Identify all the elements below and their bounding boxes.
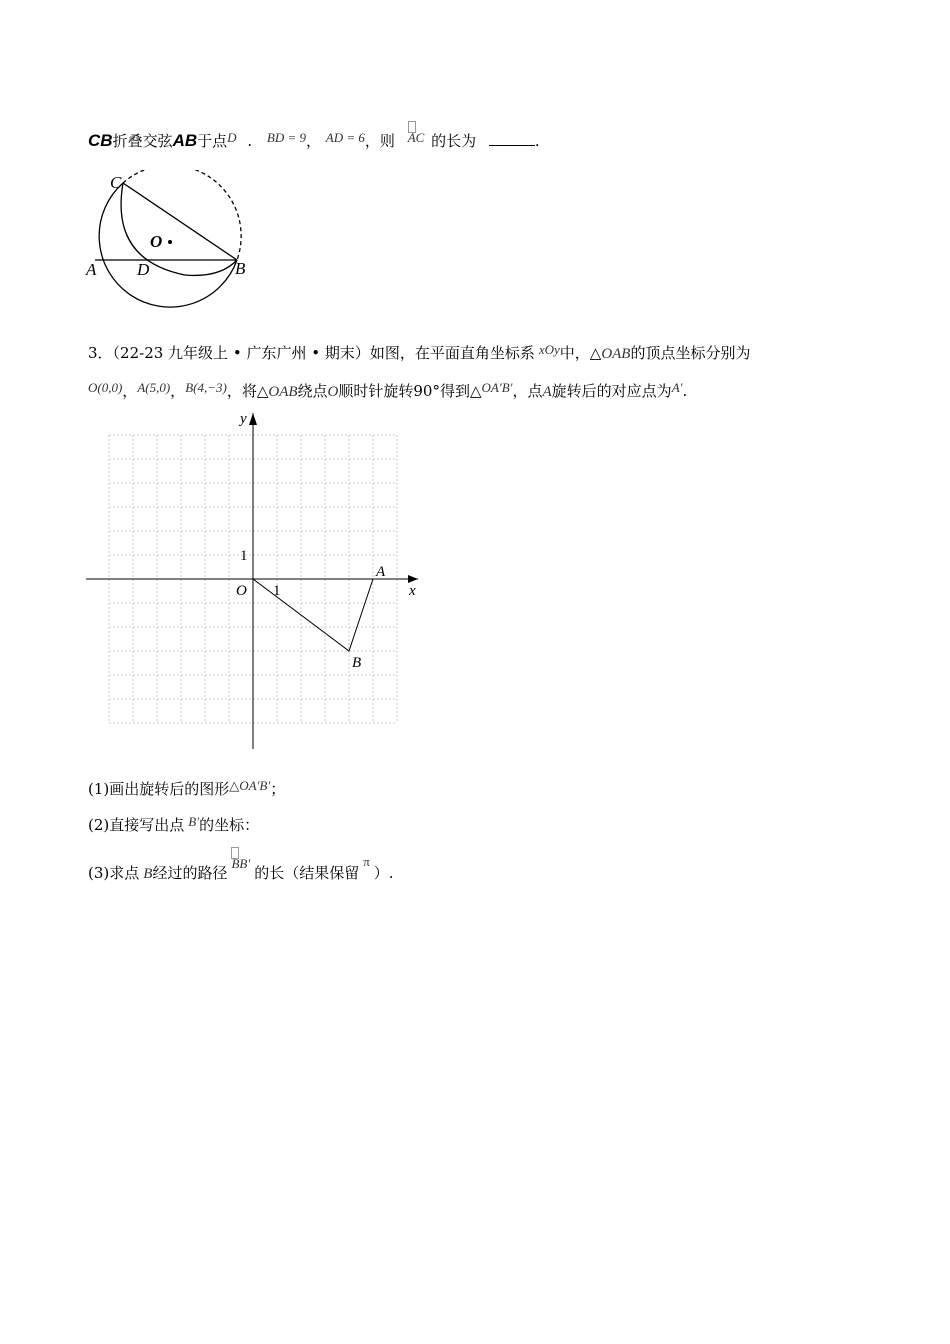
problem-number: 3． [88,344,113,362]
text: ， [122,382,138,400]
text: ，将△ [226,382,269,400]
text: 经过的路径 [152,864,228,882]
label-d: D [137,260,150,279]
segment-cb: CB [88,131,113,150]
x-axis-arrow [408,575,418,583]
question-number: (2) [88,816,110,834]
text: ，则 [364,132,395,150]
text: . [534,132,540,150]
text: 旋转后的对应点为 [551,382,672,400]
center-dot [168,240,172,244]
text: 于点 [197,132,228,150]
point-d: D [227,130,237,145]
triangle-oab-shape [253,579,373,651]
point-b: B [143,866,153,882]
label-y: y [240,411,247,427]
eq-ad: AD = 6 [325,130,365,145]
segment-ab: AB [172,131,198,150]
arc-bb-prime: BB′ [231,856,251,871]
text: 中，△ [559,344,602,362]
text: 直接写出点 [109,816,185,834]
point-b-prime: B′ [188,814,200,829]
text: 顺时针旋转90°得到△ [338,382,482,400]
arc-ac: AC [407,130,425,145]
coordinate-grid-figure [80,405,420,755]
point-a: A [542,384,552,400]
coord-system: xOy [538,342,560,357]
problem3-line2 [88,380,687,401]
text: 画出旋转后的图形 [109,780,230,798]
label-a: A [376,564,386,580]
text: . [682,382,688,400]
question-1 [88,778,285,799]
text: 折叠交弦 [112,132,173,150]
label-b: B [352,655,362,671]
label-c: C [110,173,122,192]
point-o-coord: O(0,0) [88,380,123,395]
triangle-oab [253,579,373,651]
text: 的坐标： [199,816,260,834]
point-o: O [327,384,339,400]
label-b: B [235,259,246,278]
text: ， [306,132,322,150]
text: ， [170,382,186,400]
point-b-coord: B(4,−3) [185,380,227,395]
question-3 [88,854,394,883]
eq-bd: BD = 9 [266,130,306,145]
text: 的顶点坐标分别为 [630,344,751,362]
label-a: A [86,260,97,279]
question-number: (1) [88,780,110,798]
text: （22-23 九年级上 • 广东广州 • 期末）如图，在平面直角坐标系 [112,344,535,362]
y-axis-arrow [249,413,257,425]
problem3-line1 [88,342,751,363]
label-o: O [150,232,163,251]
text: ，点 [512,382,543,400]
label-x: x [409,583,416,599]
question-2 [88,814,259,835]
text: . [247,132,253,150]
label-one-y: 1 [240,548,248,564]
circle-arc-dashed [123,170,241,260]
answer-blank[interactable] [489,133,535,146]
triangle-oab: OAB [268,384,298,400]
triangle-oab: OAB [601,346,631,362]
text: ）. [373,864,394,882]
text: 的长为 [431,132,477,150]
point-a-coord: A(5,0) [137,380,171,395]
point-a-prime: A′ [671,380,683,395]
text: 绕点 [297,382,328,400]
axes [86,413,418,749]
circle-arc-solid [99,183,237,307]
label-one-x: 1 [273,583,281,599]
question-number: (3) [88,864,110,882]
pi-symbol: π [363,854,370,869]
text: 求点 [109,864,140,882]
text: ； [270,780,286,798]
label-o: O [236,583,247,599]
text: 的长（结果保留 [254,864,360,882]
circle-figure [80,170,260,320]
triangle-oab-prime: △OA′B′ [229,778,271,793]
problem2-line [88,130,540,151]
triangle-oab-prime: OA′B′ [481,380,513,395]
chord-cb [123,183,237,260]
